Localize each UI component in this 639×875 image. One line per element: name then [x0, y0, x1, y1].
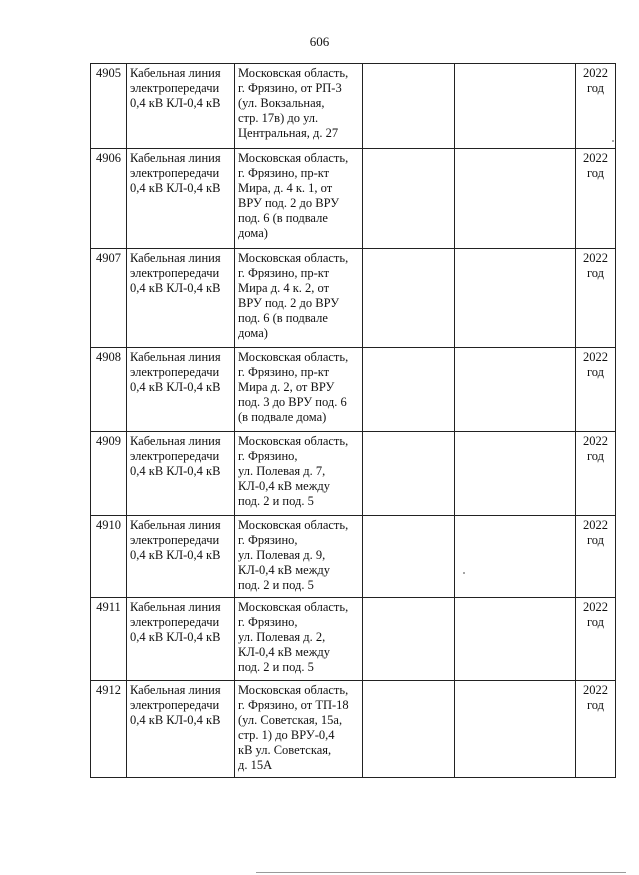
object-location: Московская область, г. Фрязино, ул. Полевая д. 2, КЛ-0,4 кВ между под. 2 и под. 5 [235, 598, 363, 681]
empty-cell [363, 598, 455, 681]
object-location: Московская область, г. Фрязино, ул. Полевая д. 9, КЛ-0,4 кВ между под. 2 и под. 5 [235, 516, 363, 598]
scan-speck [463, 572, 465, 574]
table-row [91, 516, 616, 598]
year-cell: 2022 год [576, 516, 616, 598]
empty-cell [455, 681, 576, 778]
empty-cell [455, 432, 576, 516]
empty-cell [455, 348, 576, 432]
year-cell: 2022 год [576, 249, 616, 348]
scan-speck [612, 140, 614, 142]
table-row [91, 64, 616, 149]
row-number: 4909 [91, 432, 127, 516]
row-number: 4910 [91, 516, 127, 598]
object-location: Московская область, г. Фрязино, пр-кт Мира, д. 4 к. 1, от ВРУ под. 2 до ВРУ под. 6 (в подвале дома) [235, 149, 363, 249]
empty-cell [363, 516, 455, 598]
object-name: Кабельная линия электропередачи 0,4 кВ КЛ-0,4 кВ [127, 516, 235, 598]
empty-cell [363, 149, 455, 249]
table-row [91, 598, 616, 681]
object-location: Московская область, г. Фрязино, пр-кт Мира д. 4 к. 2, от ВРУ под. 2 до ВРУ под. 6 (в подвале дома) [235, 249, 363, 348]
empty-cell [455, 149, 576, 249]
table-row [91, 149, 616, 249]
row-number: 4908 [91, 348, 127, 432]
year-cell: 2022 год [576, 598, 616, 681]
empty-cell [363, 348, 455, 432]
object-name: Кабельная линия электропередачи 0,4 кВ КЛ-0,4 кВ [127, 64, 235, 149]
object-name: Кабельная линия электропередачи 0,4 кВ КЛ-0,4 кВ [127, 348, 235, 432]
table-row [91, 348, 616, 432]
empty-cell [455, 249, 576, 348]
row-number: 4906 [91, 149, 127, 249]
footer-rule [256, 872, 626, 873]
year-cell: 2022 год [576, 348, 616, 432]
registry-table [90, 63, 616, 778]
row-number: 4905 [91, 64, 127, 149]
object-location: Московская область, г. Фрязино, от РП-3 (ул. Вокзальная, стр. 17в) до ул. Центральная, д. 27 [235, 64, 363, 149]
object-name: Кабельная линия электропередачи 0,4 кВ КЛ-0,4 кВ [127, 249, 235, 348]
object-name: Кабельная линия электропередачи 0,4 кВ КЛ-0,4 кВ [127, 432, 235, 516]
object-location: Московская область, г. Фрязино, пр-кт Мира д. 2, от ВРУ под. 3 до ВРУ под. 6 (в подвале дома) [235, 348, 363, 432]
empty-cell [363, 64, 455, 149]
row-number: 4912 [91, 681, 127, 778]
table-row [91, 681, 616, 778]
table-row [91, 249, 616, 348]
object-name: Кабельная линия электропередачи 0,4 кВ КЛ-0,4 кВ [127, 149, 235, 249]
empty-cell [363, 432, 455, 516]
object-name: Кабельная линия электропередачи 0,4 кВ КЛ-0,4 кВ [127, 681, 235, 778]
object-location: Московская область, г. Фрязино, от ТП-18 (ул. Советская, 15а, стр. 1) до ВРУ-0,4 кВ ул. Советская, д. 15А [235, 681, 363, 778]
year-cell: 2022 год [576, 149, 616, 249]
year-cell: 2022 год [576, 681, 616, 778]
empty-cell [455, 64, 576, 149]
row-number: 4911 [91, 598, 127, 681]
year-cell: 2022 год [576, 64, 616, 149]
object-location: Московская область, г. Фрязино, ул. Полевая д. 7, КЛ-0,4 кВ между под. 2 и под. 5 [235, 432, 363, 516]
year-cell: 2022 год [576, 432, 616, 516]
object-name: Кабельная линия электропередачи 0,4 кВ КЛ-0,4 кВ [127, 598, 235, 681]
empty-cell [363, 681, 455, 778]
table-row [91, 432, 616, 516]
empty-cell [455, 598, 576, 681]
page-number: 606 [309, 34, 330, 49]
row-number: 4907 [91, 249, 127, 348]
empty-cell [363, 249, 455, 348]
empty-cell [455, 516, 576, 598]
